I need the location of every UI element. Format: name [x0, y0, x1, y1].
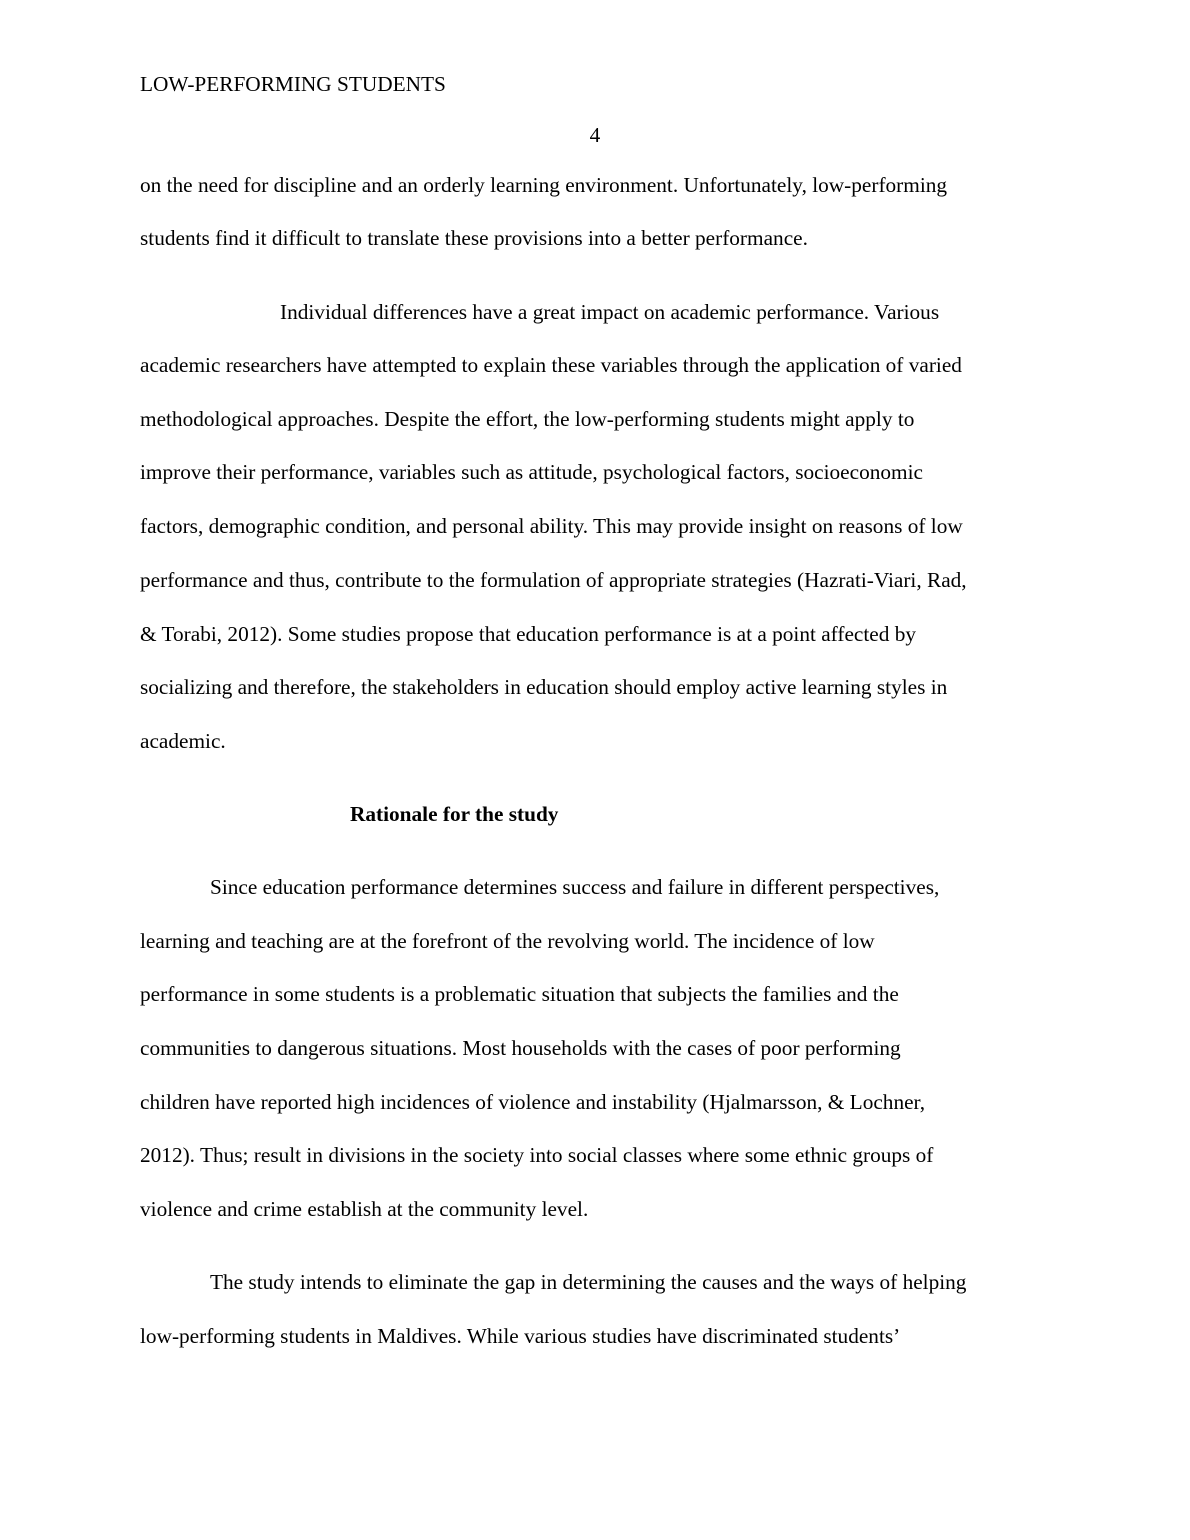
paragraph-2-line-9: academic.	[140, 729, 226, 753]
paragraph-3-line-3: performance in some students is a problematic situation that subjects the families and the	[140, 982, 899, 1006]
paragraph-2-line-6: performance and thus, contribute to the formulation of appropriate strategies (Hazrati-Viari, Rad,	[140, 568, 967, 592]
paragraph-2-line-8: socializing and therefore, the stakeholders in education should employ active learning styles in	[140, 675, 948, 699]
paragraph-2-line-7: & Torabi, 2012). Some studies propose that education performance is at a point affected by	[140, 622, 917, 646]
paragraph-2-line-5: factors, demographic condition, and personal ability. This may provide insight on reasons of low	[140, 514, 963, 538]
paragraph-3-line-7: violence and crime establish at the community level.	[140, 1197, 589, 1221]
paragraph-2-line-3: methodological approaches. Despite the effort, the low-performing students might apply to	[140, 407, 915, 431]
paragraph-1-line-2: students find it difficult to translate these provisions into a better performance.	[140, 226, 808, 250]
running-head: LOW-PERFORMING STUDENTS	[140, 72, 446, 96]
paragraph-2-line-2: academic researchers have attempted to explain these variables through the application of varied	[140, 353, 962, 377]
paragraph-3-line-5: children have reported high incidences of violence and instability (Hjalmarsson, & Lochner,	[140, 1090, 926, 1114]
paragraph-3-line-2: learning and teaching are at the forefront of the revolving world. The incidence of low	[140, 929, 875, 953]
paragraph-4-line-1: The study intends to eliminate the gap in determining the causes and the ways of helping	[210, 1270, 967, 1294]
paragraph-3-line-1: Since education performance determines success and failure in different perspectives,	[210, 875, 940, 899]
page-number: 4	[589, 123, 601, 147]
paragraph-2-line-1: Individual differences have a great impact on academic performance. Various	[280, 300, 940, 324]
paragraph-2-line-4: improve their performance, variables such as attitude, psychological factors, socioeconomic	[140, 460, 923, 484]
paragraph-1-line-1: on the need for discipline and an orderly learning environment. Unfortunately, low-performing	[140, 173, 948, 197]
section-heading: Rationale for the study	[350, 802, 559, 826]
paragraph-3-line-6: 2012). Thus; result in divisions in the society into social classes where some ethnic groups of	[140, 1143, 934, 1167]
paragraph-3-line-4: communities to dangerous situations. Most households with the cases of poor performing	[140, 1036, 901, 1060]
paragraph-4-line-2: low-performing students in Maldives. While various studies have discriminated students’	[140, 1324, 901, 1348]
